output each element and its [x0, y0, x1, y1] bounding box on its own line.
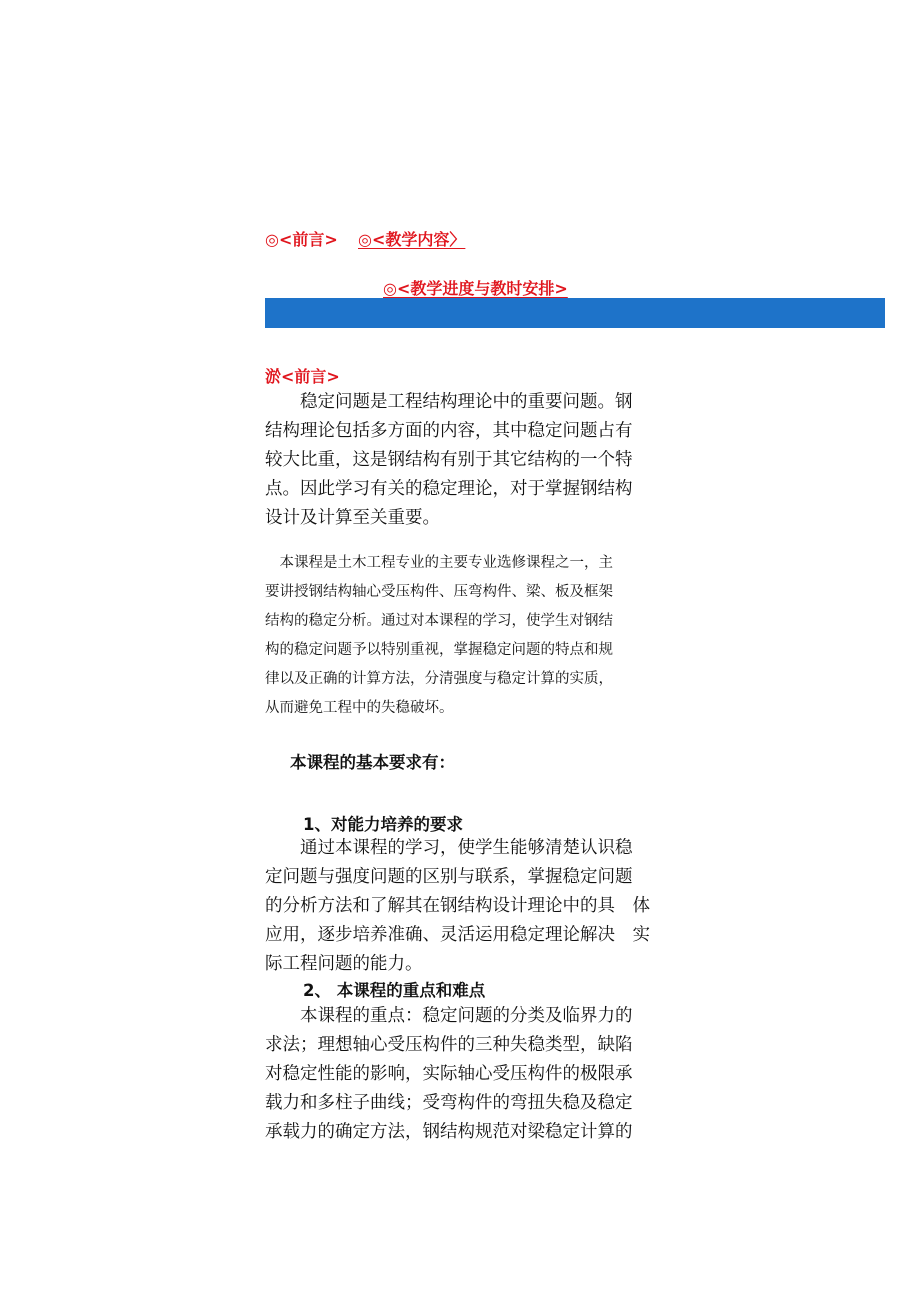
course-line: 从而避免工程中的失稳破坏。 [265, 700, 454, 716]
requirement-1-line: 通过本课程的学习，使学生能够清楚认识稳 [265, 838, 633, 858]
requirement-1-line: 应用，逐步培养准确、灵活运用稳定理论解决 实 [265, 925, 650, 945]
course-line: 构的稳定问题予以特别重视，掌握稳定问题的特点和规 [265, 642, 613, 658]
nav-link-teaching-content[interactable]: ◎<教学内容〉 [358, 230, 466, 249]
requirement-2-line: 载力和多柱子曲线；受弯构件的弯扭失稳及稳定 [265, 1093, 633, 1113]
course-line: 律以及正确的计算方法，分清强度与稳定计算的实质， [265, 671, 613, 687]
requirement-2-line: 求法；理想轴心受压构件的三种失稳类型，缺陷 [265, 1035, 633, 1055]
section-divider-bar [265, 298, 885, 328]
intro-line: 结构理论包括多方面的内容，其中稳定问题占有 [265, 421, 633, 441]
course-line: 结构的稳定分析。通过对本课程的学习，使学生对钢结 [265, 613, 613, 629]
course-paragraph [265, 549, 665, 723]
requirement-1-paragraph [265, 834, 665, 979]
requirement-1-title: 1、对能力培养的要求 [303, 815, 463, 834]
intro-line: 点。因此学习有关的稳定理论，对于掌握钢结构 [265, 479, 633, 499]
requirement-1-line: 定问题与强度问题的区别与联系，掌握稳定问题 [265, 867, 633, 887]
section-heading-preface: 淤<前言> [265, 367, 340, 386]
requirement-2-line: 对稳定性能的影响，实际轴心受压构件的极限承 [265, 1064, 633, 1084]
requirement-2-title: 2、 本课程的重点和难点 [303, 981, 486, 1000]
intro-line: 设计及计算至关重要。 [265, 508, 440, 528]
requirement-1-line: 际工程问题的能力。 [265, 954, 423, 974]
intro-paragraph [265, 388, 665, 533]
intro-line: 稳定问题是工程结构理论中的重要问题。钢 [265, 392, 633, 412]
nav-link-teaching-schedule[interactable]: ◎<教学进度与教时安排> [383, 279, 568, 298]
nav-link-preface[interactable]: ◎<前言> [265, 230, 338, 249]
requirements-title: 本课程的基本要求有： [290, 753, 455, 772]
course-line: 要讲授钢结构轴心受压构件、压弯构件、梁、板及框架 [265, 584, 613, 600]
requirement-2-line: 承载力的确定方法，钢结构规范对梁稳定计算的 [265, 1122, 633, 1142]
requirement-2-paragraph [265, 1002, 665, 1147]
course-line: 本课程是土木工程专业的主要专业选修课程之一，主 [265, 555, 613, 571]
requirement-1-line: 的分析方法和了解其在钢结构设计理论中的具 体 [265, 896, 650, 916]
intro-line: 较大比重，这是钢结构有别于其它结构的一个特 [265, 450, 633, 470]
requirement-2-line: 本课程的重点：稳定问题的分类及临界力的 [265, 1006, 633, 1026]
